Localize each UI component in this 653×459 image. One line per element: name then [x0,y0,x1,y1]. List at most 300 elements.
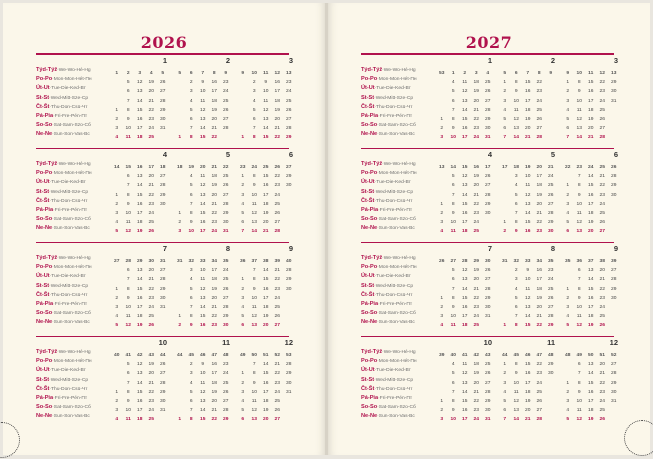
day-cell: 22 [211,210,217,216]
day-row [237,133,295,142]
day-cell [499,285,511,294]
day-row [562,275,620,284]
day-cell: 6 [451,380,455,386]
day-cell: 13 [137,371,143,377]
day-cell: 15 [588,80,594,86]
day-cell: 22 [599,183,605,189]
day-cell: 28 [611,174,617,180]
day-cell: 23 [286,80,292,86]
day-cell: 7 [566,135,570,141]
day-cell: 13 [576,126,582,132]
day-row [174,191,232,200]
day-cell: 16 [137,116,143,122]
day-cell: 16 [137,398,143,404]
day-cell: 23 [599,192,605,198]
day-cell: 6 [189,192,193,198]
weekday-label [361,206,439,215]
day-cell [157,227,169,236]
weekday-label-translations: ·Sun-Son-Vas-Вс [52,226,90,232]
day-cell: 9 [577,295,581,301]
day-row [562,294,620,303]
day-cell [608,303,620,312]
day-cell: 15 [137,192,143,198]
weekday-label [361,169,439,178]
day-cell: 26 [223,286,229,292]
day-cell [174,200,186,209]
day-cell: 16 [462,304,468,310]
day-cell: 10 [188,229,194,235]
day-cell: 14 [137,98,143,104]
weekday-label-short: St-St [36,282,50,289]
day-cell: 27 [536,408,542,414]
weekday-label-translations: ·Fri-Fre-Pén-Пт [53,113,88,119]
week-number: 31 [160,259,166,264]
day-cell [436,181,448,190]
day-cell: 18 [137,220,143,226]
day-cell: 8 [451,398,455,404]
week-number: 34 [536,259,542,264]
month-grid [174,69,232,143]
day-cell: 14 [462,389,468,395]
day-cell: 3 [440,417,444,423]
day-cell [545,97,557,106]
weekday-label-translations: ·Fri-Fre-Pén-Пт [53,207,88,213]
day-cell: 5 [241,408,245,414]
day-cell: 28 [536,417,542,423]
weekday-label-translations: ·Thu-Don-Csü-Чт [49,386,88,392]
day-cell: 27 [223,295,229,301]
day-cell: 8 [252,371,256,377]
day-cell: 20 [148,268,154,274]
day-cell: 19 [588,417,594,423]
week-number: 16 [137,165,143,170]
day-cell: 17 [462,135,468,141]
quarter-block [361,148,618,236]
day-row [237,200,295,209]
day-cell: 9 [126,295,130,301]
month-grid [499,257,557,331]
day-cell: 5 [451,268,455,274]
week-numbers-row [499,351,557,360]
day-cell [157,415,169,424]
page-left [3,3,325,455]
day-cell: 14 [525,314,531,320]
day-cell: 4 [440,229,444,235]
day-cell: 28 [611,371,617,377]
day-cell: 28 [611,277,617,283]
day-cell: 30 [160,116,166,122]
day-cell: 9 [201,80,205,86]
day-cell: 20 [473,380,479,386]
week-number: 44 [502,353,508,358]
day-row [436,227,494,236]
day-cell: 4 [514,286,518,292]
day-cell: 14 [462,192,468,198]
day-cell [174,87,186,96]
day-cell: 22 [536,80,542,86]
day-cell: 1 [241,174,245,180]
day-cell: 13 [462,380,468,386]
day-cell: 5 [115,323,119,329]
day-cell [436,87,448,96]
day-row [562,406,620,415]
day-cell: 18 [211,277,217,283]
day-cell: 3 [514,277,518,283]
day-cell: 23 [274,380,280,386]
month-grid [237,257,295,331]
weekday-label [36,84,114,93]
day-cell: 14 [137,380,143,386]
day-row [237,218,295,227]
day-cell: 8 [252,174,256,180]
week-number: 29 [473,259,479,264]
day-cell: 8 [577,286,581,292]
weekday-label [36,112,114,121]
week-number: 25 [263,165,269,170]
day-cell: 23 [548,268,554,274]
week-number: 27 [450,259,456,264]
day-cell: 30 [160,201,166,207]
day-cell: 2 [566,89,570,95]
weekday-label [36,254,114,263]
weekday-label-translations: ·Thu-Don-Csü-Чт [49,198,88,204]
week-numbers-row [499,163,557,172]
week-number: 48 [223,353,229,358]
day-row [237,209,295,218]
day-cell: 25 [485,80,491,86]
day-cell: 14 [137,183,143,189]
day-row [562,87,620,96]
week-number: 49 [240,353,246,358]
day-cell: 26 [223,389,229,395]
month-grid [499,163,557,237]
day-row [562,218,620,227]
day-cell: 29 [611,380,617,386]
day-cell: 23 [211,323,217,329]
day-row [111,379,169,388]
day-cell: 11 [576,408,582,414]
day-cell: 23 [473,126,479,132]
week-number: 15 [125,165,131,170]
weekday-label-short: Út-Ut [36,273,50,280]
day-cell: 13 [525,304,531,310]
month-grid [237,351,295,425]
day-cell: 6 [189,116,193,122]
day-row [237,360,295,369]
day-row [111,200,169,209]
day-cell [237,106,249,115]
day-cell: 25 [473,323,479,329]
weekday-label [361,348,439,357]
weekday-label [361,112,439,121]
day-cell: 5 [241,210,245,216]
day-row [111,415,169,424]
day-cell: 5 [451,371,455,377]
day-cell: 10 [125,408,131,414]
weekday-label [36,394,114,403]
day-cell: 2 [440,304,444,310]
weekday-label [36,318,114,327]
weekday-label [361,318,439,327]
weekday-label-translations: ·Sun-Son-Vas-Вс [377,320,415,326]
day-cell: 26 [274,210,280,216]
day-cell: 5 [503,398,507,404]
day-cell: 28 [223,126,229,132]
day-cell: 3 [503,98,507,104]
day-cell: 19 [525,116,531,122]
day-cell: 16 [462,126,468,132]
day-cell: 10 [576,98,582,104]
day-cell: 30 [223,220,229,226]
day-cell: 4 [189,380,193,386]
month-number: 10 [483,338,492,347]
day-cell: 13 [513,126,519,132]
quarter-block [36,54,293,142]
day-cell: 5 [252,107,256,113]
day-cell: 28 [599,135,605,141]
day-cell: 25 [274,201,280,207]
day-cell [174,285,186,294]
day-cell: 8 [189,314,193,320]
day-cell: 17 [588,98,594,104]
week-number: 30 [485,259,491,264]
weekday-label-translations: ·Wed-Mitt-Sze-Ср [49,189,89,195]
week-number: 19 [525,165,531,170]
day-cell [545,406,557,415]
day-cell: 20 [148,174,154,180]
weekday-label-translations: ·Tue-Die-Ked-Вт [374,86,411,92]
day-cell: 17 [137,408,143,414]
weekday-label [361,160,439,169]
weekday-label-short: Po-Po [361,358,378,365]
day-cell: 23 [536,89,542,95]
day-cell: 17 [462,220,468,226]
weekday-label-translations: ·Sat-Sam-Szo-Сб [52,405,91,411]
day-cell: 11 [513,389,519,395]
day-row [174,415,232,424]
day-cell [436,369,448,378]
day-cell: 4 [252,98,256,104]
week-numbers-row [237,351,295,360]
day-cell [436,379,448,388]
day-cell: 16 [462,408,468,414]
day-cell: 13 [137,89,143,95]
day-cell [237,115,249,124]
weekday-label-translations: ·Sun-Son-Vas-Вс [377,226,415,232]
day-cell: 10 [576,201,582,207]
day-cell: 19 [263,210,269,216]
day-cell: 30 [223,323,229,329]
day-cell: 26 [599,220,605,226]
week-number: 20 [200,165,206,170]
day-cell: 7 [503,135,507,141]
week-numbers-row [174,257,232,266]
quarter-rule [361,54,614,55]
weekday-label-translations: ·Sat-Sam-Szo-Сб [52,123,91,129]
day-cell: 30 [485,408,491,414]
weekday-label-short: St-St [36,376,50,383]
day-cell: 16 [525,229,531,235]
weekday-label-translations: ·We-Wo-Hé-Hg [57,256,91,261]
weekday-label-short: Čt-Št [36,385,50,392]
day-row [562,172,620,181]
weekday-label-short: So-So [361,310,378,317]
day-cell: 17 [536,174,542,180]
day-cell: 11 [200,98,206,104]
weekday-label-short: St-St [361,94,375,101]
week-number: 25 [599,165,605,170]
day-cell: 27 [548,201,554,207]
day-cell: 26 [536,398,542,404]
day-cell: 11 [125,417,131,423]
day-cell: 13 [200,398,206,404]
day-row [111,397,169,406]
day-row [111,294,169,303]
weekday-label-short: So-So [361,404,378,411]
day-row [237,172,295,181]
day-cell [283,312,295,321]
day-cell: 1 [503,362,507,368]
day-cell: 10 [200,371,206,377]
day-cell: 3 [115,304,119,310]
day-cell: 12 [200,183,206,189]
day-cell: 7 [126,183,130,189]
day-cell: 3 [189,371,193,377]
day-cell: 24 [473,220,479,226]
day-cell: 5 [126,80,130,86]
day-cell: 29 [286,174,292,180]
day-cell [562,172,574,181]
day-cell: 1 [115,107,119,113]
weekday-label-short: Út-Ut [361,367,375,374]
day-cell: 31 [160,126,166,132]
day-cell: 16 [200,220,206,226]
week-numbers-row [111,163,169,172]
day-cell: 10 [251,389,257,395]
weekday-label-short: So-So [36,216,53,223]
day-cell: 24 [274,192,280,198]
weekday-label-translations: ·We-Wo-Hé-Hg [57,162,91,167]
day-cell: 19 [137,229,143,235]
day-cell: 9 [189,220,193,226]
week-number: 12 [274,71,280,76]
week-number: 5 [161,71,165,76]
day-cell: 21 [588,135,594,141]
day-cell: 7 [451,286,455,292]
day-cell: 11 [462,362,468,368]
month-grid [436,257,494,331]
day-cell: 26 [485,268,491,274]
day-cell: 12 [200,286,206,292]
day-cell: 21 [274,362,280,368]
weekday-label [361,66,439,75]
day-row [499,369,557,378]
weekday-label [36,188,114,197]
month-grid [174,163,232,237]
day-cell: 27 [274,417,280,423]
month-number: 5 [225,150,230,159]
weekday-label [361,309,439,318]
day-cell: 26 [148,323,154,329]
day-cell: 5 [115,229,119,235]
day-cell: 2 [178,220,182,226]
day-cell: 10 [576,304,582,310]
day-cell [608,115,620,124]
quarter-block [36,242,293,330]
weekday-label-translations: ·Fri-Fre-Pén-Пт [378,395,413,401]
day-cell: 31 [485,314,491,320]
day-cell: 12 [525,295,531,301]
day-row [174,388,232,397]
day-cell: 4 [241,304,245,310]
day-cell [174,303,186,312]
weekday-label-translations: ·Thu-Don-Csü-Чт [374,198,413,204]
day-cell [174,172,186,181]
weekday-label-translations: ·Tue-Die-Ked-Вт [374,368,411,374]
day-row [436,303,494,312]
day-cell: 29 [611,286,617,292]
weekday-label-short: Pá-Pia [36,112,54,119]
weekday-label [36,94,114,103]
weekday-label-short: Čt-Št [36,197,50,204]
week-numbers-row [174,351,232,360]
day-cell: 25 [148,314,154,320]
week-number: 38 [599,259,605,264]
day-cell: 29 [611,80,617,86]
day-cell [174,78,186,87]
day-row [237,275,295,284]
day-cell: 2 [189,362,193,368]
day-row [436,406,494,415]
day-cell: 3 [566,398,570,404]
day-row [562,397,620,406]
day-cell: 1 [440,295,444,301]
week-numbers-row [111,69,169,78]
weekday-label-translations: ·Tue-Die-Ked-Вт [374,180,411,186]
day-cell [608,209,620,218]
week-number: 41 [462,353,468,358]
weekday-label-translations: ·Sun-Son-Vas-Вс [377,132,415,138]
weekday-label-short: Čt-Št [361,103,375,110]
day-cell: 29 [160,192,166,198]
day-cell: 12 [462,371,468,377]
day-cell: 3 [566,304,570,310]
day-row [499,388,557,397]
day-cell [436,97,448,106]
day-cell: 20 [599,362,605,368]
day-cell: 11 [263,98,269,104]
week-number: 12 [599,71,605,76]
day-cell: 28 [223,304,229,310]
day-cell: 4 [566,408,570,414]
day-cell: 14 [200,126,206,132]
day-cell: 23 [148,201,154,207]
day-cell: 10 [513,380,519,386]
day-row [174,97,232,106]
day-cell: 22 [274,277,280,283]
day-cell: 3 [440,135,444,141]
day-cell: 13 [137,268,143,274]
month-number: 5 [550,150,555,159]
day-cell [157,312,169,321]
day-cell: 6 [451,183,455,189]
day-row [174,172,232,181]
day-cell: 25 [599,107,605,113]
day-cell: 12 [525,192,531,198]
weekday-label-short: Týd-Týž [36,349,58,355]
day-cell: 17 [137,304,143,310]
day-cell: 1 [440,201,444,207]
